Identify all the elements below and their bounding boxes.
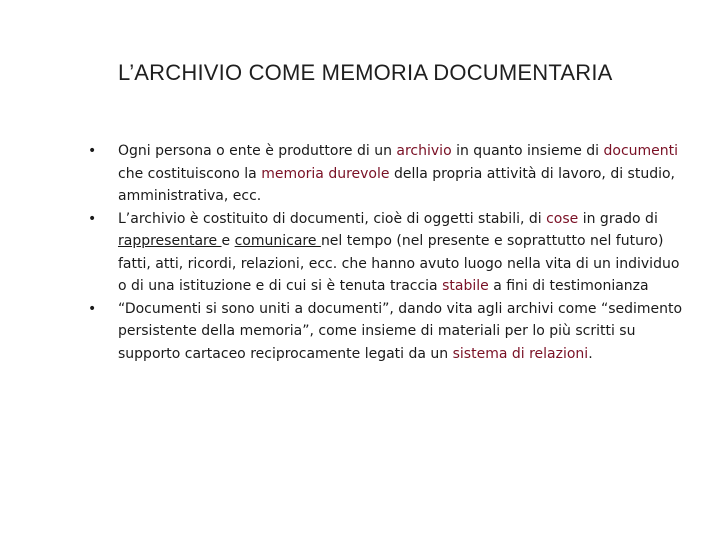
bullet-dot-icon: • <box>88 143 97 159</box>
bullet-1-text: della propria attività di lavoro, di studio, amministrativa, ecc. <box>118 165 675 204</box>
keyword-rappresentare: rappresentare <box>118 233 222 249</box>
keyword-documenti: documenti <box>603 143 679 159</box>
keyword-cose: cose <box>546 210 579 227</box>
keyword-stabile: stabile <box>442 278 489 294</box>
keyword-memoria-durevole: memoria durevole <box>261 165 390 182</box>
bullet-2-text: e <box>221 233 235 249</box>
bullet-2-text: in grado di <box>578 210 658 227</box>
bullet-1-text: che costituiscono la <box>118 165 262 182</box>
bullet-1-text: in quanto insieme di <box>451 143 604 159</box>
bullet-dot-icon: • <box>88 210 97 227</box>
bullet-dot-icon: • <box>88 300 97 317</box>
bullet-2-text: a fini di testimonianza <box>488 278 649 294</box>
keyword-comunicare: comunicare <box>234 233 321 249</box>
keyword-sistema-di-relazioni: sistema di relazioni <box>452 345 589 362</box>
bullet-2-text: nel tempo (nel presente e soprattutto nel futuro) fatti, atti, ricordi, relazioni, ecc. che hanno avuto luogo nella vita di un individuo o di una istituzione e di cui si è tenuta traccia <box>118 233 680 294</box>
bullet-3-text: “Documenti si sono uniti a documenti”, dando vita agli archivi come “sedimento persistente della memoria”, come insieme di materiali per lo più scritti su supporto cartaceo reciprocamente legati da un <box>118 300 683 362</box>
bullet-list <box>88 140 688 365</box>
bullet-item-3 <box>88 298 688 366</box>
bullet-item-1 <box>88 140 688 208</box>
bullet-item-2 <box>88 208 688 298</box>
bullet-1-text: Ogni persona o ente è produttore di un <box>118 143 397 159</box>
bullet-2-text: L’archivio è costituito di documenti, cioè di oggetti stabili, di <box>118 210 547 227</box>
keyword-archivio: archivio <box>396 143 452 159</box>
bullet-3-text: . <box>588 345 593 362</box>
slide-title: L’ARCHIVIO COME MEMORIA DOCUMENTARIA <box>118 60 613 85</box>
